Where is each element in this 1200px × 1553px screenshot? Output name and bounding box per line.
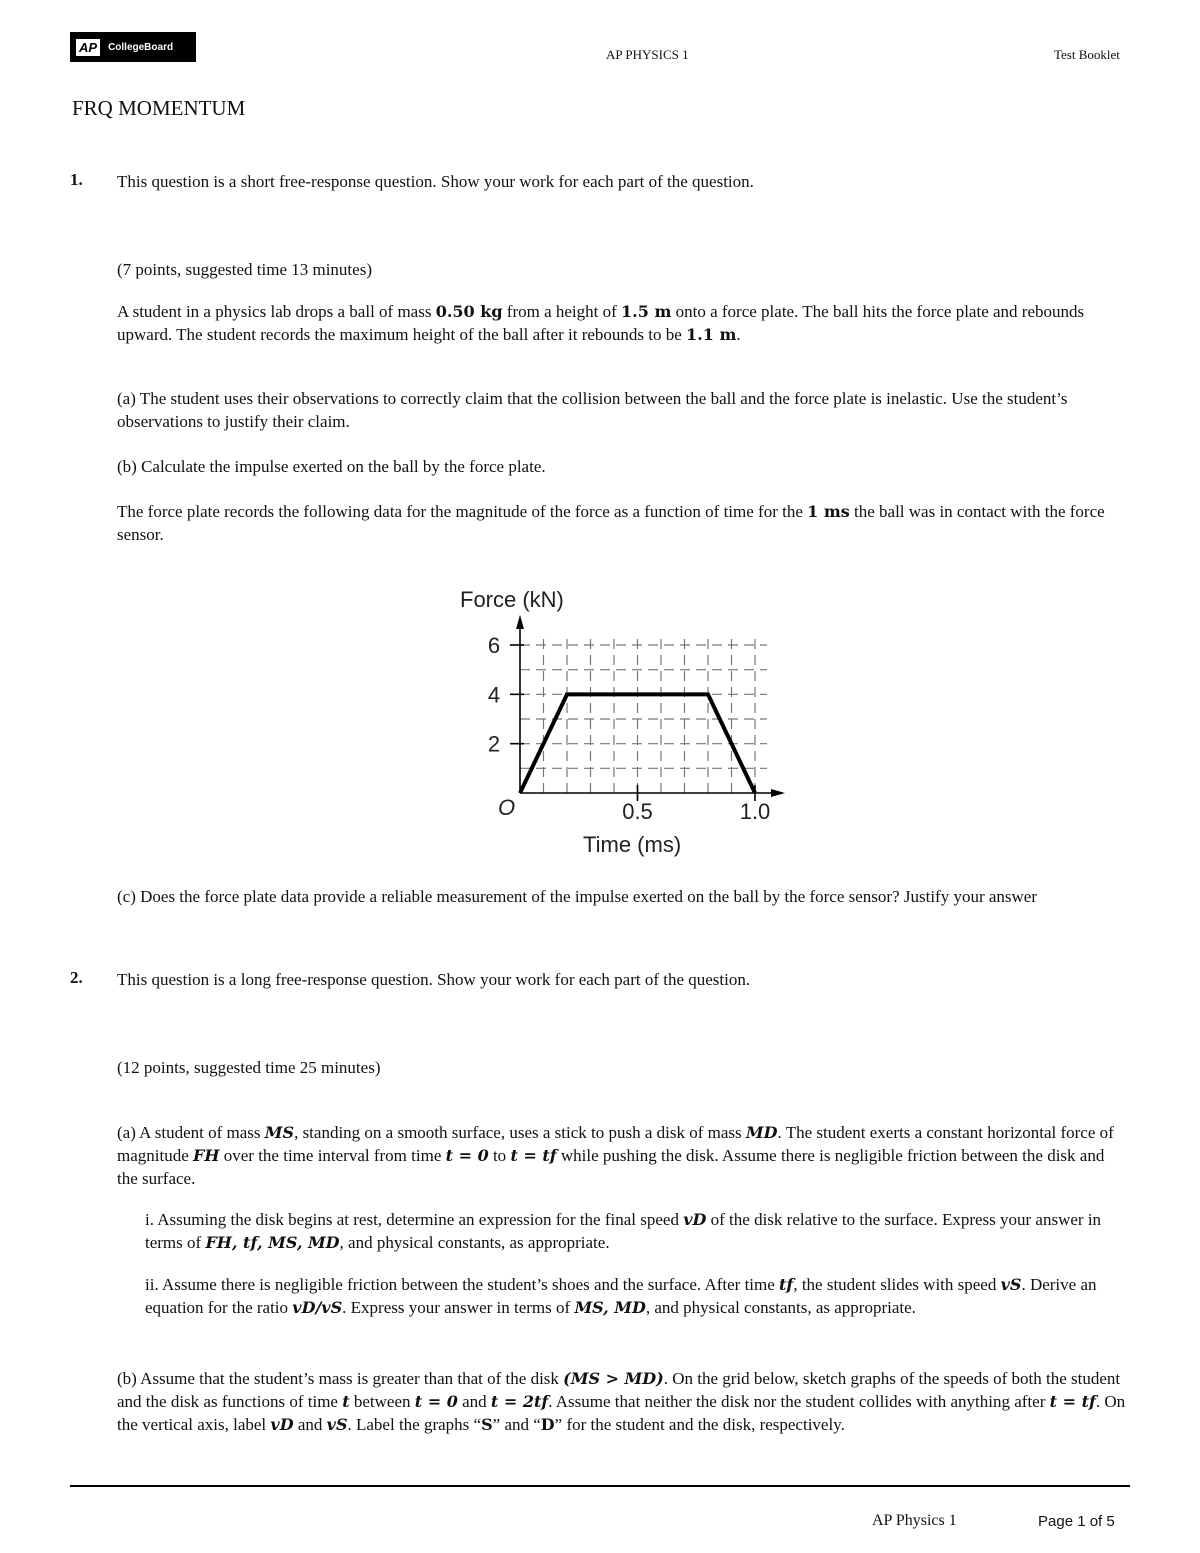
math-t0: t = 0 bbox=[445, 1146, 489, 1165]
part-a-text: . The student exerts a constant horizontal force of magnitude bbox=[117, 1123, 1114, 1165]
chart-ticks bbox=[488, 633, 770, 824]
part-a-text: while pushing the disk. Assume there is negligible friction between the disk and the surface. bbox=[117, 1146, 1105, 1188]
part-b-text: and bbox=[293, 1415, 327, 1434]
question-2-part-a-i bbox=[145, 1208, 1130, 1254]
x-tick-label: 0.5 bbox=[622, 799, 653, 824]
part-b-text: . On the vertical axis, label bbox=[117, 1392, 1126, 1434]
data-intro-text: The force plate records the following data for the magnitude of the force as a function of time for the bbox=[117, 502, 808, 521]
question-2-part-b bbox=[117, 1367, 1127, 1436]
question-2-number: 2. bbox=[70, 968, 83, 987]
math-tf: tf bbox=[779, 1275, 794, 1294]
math-t: t bbox=[342, 1392, 350, 1411]
height-value: 1.5 m bbox=[621, 302, 672, 321]
part-a-ii-text: . Derive an equation for the ratio bbox=[145, 1275, 1097, 1317]
y-tick-label: 4 bbox=[487, 682, 501, 708]
x-axis-label: Time (ms) bbox=[583, 832, 682, 857]
math-ms: MS bbox=[264, 1123, 295, 1142]
part-b-text: ” for the student and the disk, respectively. bbox=[554, 1415, 845, 1434]
part-a-ii-text: . Express your answer in terms of bbox=[342, 1298, 575, 1317]
y-tick-label: 6 bbox=[487, 633, 501, 658]
part-a-i-text: of the disk relative to the surface. Express your answer in terms of bbox=[145, 1210, 1102, 1252]
data-intro-text: the ball was in contact with the force sensor. bbox=[117, 502, 1105, 544]
force-time-chart bbox=[440, 575, 800, 865]
question-1-points: (7 points, suggested time 13 minutes) bbox=[117, 260, 372, 279]
stem-text: from a height of bbox=[502, 302, 622, 321]
math-vs: vS bbox=[1000, 1275, 1022, 1294]
y-tick-label: 2 bbox=[487, 731, 501, 757]
question-2-part-a bbox=[117, 1121, 1122, 1190]
math-vd: vD bbox=[683, 1210, 707, 1229]
question-1-data-intro bbox=[117, 500, 1117, 546]
stem-text: . bbox=[736, 325, 741, 344]
math-md: MD bbox=[745, 1123, 778, 1142]
part-b-text: . Label the graphs “ bbox=[347, 1415, 482, 1434]
math-ttf: t = tf bbox=[510, 1146, 557, 1165]
stem-text: onto a force plate. The ball hits the force plate and rebounds upward. The student records the maximum height of the ball after it rebounds to be bbox=[117, 302, 1085, 344]
origin-label: O bbox=[498, 795, 516, 820]
part-a-ii-text: , the student slides with speed bbox=[793, 1275, 1001, 1294]
math-t2tf: t = 2tf bbox=[490, 1392, 549, 1411]
part-a-i-text: i. Assuming the disk begins at rest, determine an expression for the final speed bbox=[145, 1210, 684, 1229]
header-right: Test Booklet bbox=[1054, 47, 1120, 62]
part-a-i-text: , and physical constants, as appropriate. bbox=[339, 1233, 610, 1252]
question-2-intro: This question is a long free-response question. Show your work for each part of the question. bbox=[117, 970, 751, 989]
math-masses: MS, MD bbox=[574, 1298, 646, 1317]
y-axis-label: Force (kN) bbox=[460, 587, 564, 612]
math-vd: vD bbox=[270, 1415, 294, 1434]
label-s: S bbox=[481, 1415, 493, 1434]
part-b-text: and bbox=[457, 1392, 491, 1411]
stem-text: A student in a physics lab drops a ball of mass bbox=[117, 302, 436, 321]
math-vs: vS bbox=[326, 1415, 348, 1434]
part-a-text: , standing on a smooth surface, uses a stick to push a disk of mass bbox=[294, 1123, 746, 1142]
part-a-text: (a) A student of mass bbox=[117, 1123, 265, 1142]
question-1-part-b: (b) Calculate the impulse exerted on the ball by the force plate. bbox=[117, 457, 546, 476]
question-2-points: (12 points, suggested time 25 minutes) bbox=[117, 1058, 381, 1077]
header-center: AP PHYSICS 1 bbox=[606, 47, 689, 62]
part-a-ii-text: , and physical constants, as appropriate. bbox=[645, 1298, 916, 1317]
part-b-text: (b) Assume that the student’s mass is greater than that of the disk bbox=[117, 1369, 564, 1388]
math-t0: t = 0 bbox=[414, 1392, 458, 1411]
x-tick-label: 1.0 bbox=[739, 799, 771, 824]
x-axis-arrow bbox=[771, 789, 785, 797]
footer-page-number: Page 1 of 5 bbox=[1038, 1513, 1115, 1530]
question-1-stem bbox=[117, 300, 1117, 346]
label-d: D bbox=[540, 1415, 555, 1434]
part-a-text: to bbox=[488, 1146, 511, 1165]
part-b-text: . On the grid below, sketch graphs of the speeds of both the student and the disk as functions of time bbox=[117, 1369, 1121, 1411]
part-a-text: over the time interval from time bbox=[219, 1146, 446, 1165]
page-title: FRQ MOMENTUM bbox=[72, 96, 246, 120]
logo-cb-text: CollegeBoard bbox=[108, 41, 174, 53]
question-1-part-c: (c) Does the force plate data provide a reliable measurement of the impulse exerted on the ball by the force sensor? Justify your answer bbox=[117, 887, 1038, 906]
part-b-text: ” and “ bbox=[492, 1415, 541, 1434]
question-1-number: 1. bbox=[70, 170, 83, 189]
logo-ap-text: AP bbox=[76, 39, 100, 56]
math-ttf: t = tf bbox=[1049, 1392, 1096, 1411]
footer-left: AP Physics 1 bbox=[872, 1512, 957, 1529]
rebound-height-value: 1.1 m bbox=[686, 325, 737, 344]
math-variables: FH, tf, MS, MD bbox=[205, 1233, 340, 1252]
part-a-ii-text: ii. Assume there is negligible friction between the student’s shoes and the surface. After time bbox=[145, 1275, 780, 1294]
footer-divider bbox=[70, 1485, 1130, 1487]
question-1-part-a: (a) The student uses their observations to correctly claim that the collision between the ball and the force plate is inelastic. Use the student’s observations to justify their claim. bbox=[117, 389, 1068, 431]
math-inequality: (MS > MD) bbox=[563, 1369, 664, 1388]
math-fh: FH bbox=[193, 1146, 220, 1165]
contact-time-value: 1 ms bbox=[807, 502, 850, 521]
part-b-text: . Assume that neither the disk nor the student collides with anything after bbox=[548, 1392, 1050, 1411]
part-b-text: between bbox=[349, 1392, 415, 1411]
college-board-logo bbox=[70, 32, 196, 62]
y-axis-arrow bbox=[516, 615, 524, 629]
mass-value: 0.50 kg bbox=[435, 302, 503, 321]
question-2-part-a-ii bbox=[145, 1273, 1105, 1319]
math-ratio: vD/vS bbox=[292, 1298, 343, 1317]
question-1-intro: This question is a short free-response question. Show your work for each part of the question. bbox=[117, 172, 754, 191]
